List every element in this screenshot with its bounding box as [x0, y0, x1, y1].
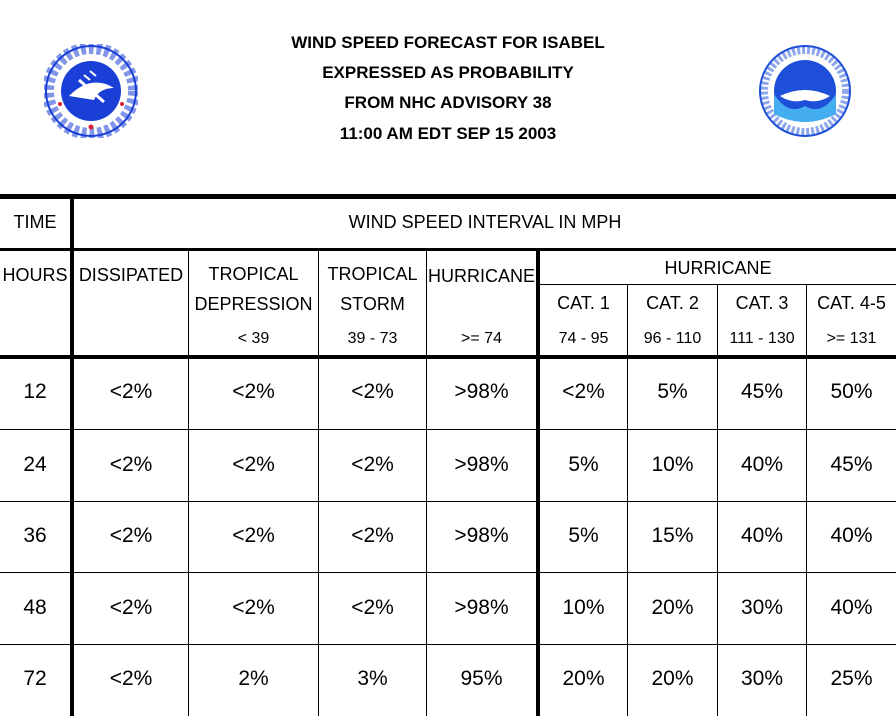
hurricane-group-border	[536, 250, 540, 716]
probability-cell: 20%	[562, 667, 605, 690]
cat2-header: CAT. 2	[646, 293, 699, 313]
probability-cell: <2%	[351, 524, 394, 547]
probability-cell: <2%	[232, 596, 275, 619]
cat3-header: CAT. 3	[735, 293, 789, 313]
probability-cell: 95%	[460, 667, 503, 690]
ts-header-line2: STORM	[340, 294, 405, 314]
probability-cell: >98%	[454, 596, 509, 619]
title-line-1: WIND SPEED FORECAST FOR ISABEL	[291, 33, 605, 52]
cat1-header: CAT. 1	[557, 293, 610, 313]
probability-cell: 3%	[357, 667, 388, 690]
hours-cell: 72	[23, 667, 47, 690]
table-top-border	[0, 194, 896, 199]
probability-cell: 10%	[651, 453, 694, 476]
title-line-4: 11:00 AM EDT SEP 15 2003	[339, 124, 557, 143]
ts-range: 39 - 73	[347, 330, 398, 347]
cat3-range: 111 - 130	[729, 330, 795, 347]
row-divider	[0, 429, 896, 430]
time-header: TIME	[13, 212, 57, 232]
probability-cell: 5%	[568, 524, 599, 547]
hurricane-header: HURRICANE	[427, 266, 535, 286]
probability-cell: <2%	[109, 380, 153, 403]
probability-cell: 40%	[830, 524, 873, 547]
probability-cell: <2%	[351, 453, 394, 476]
td-range: < 39	[237, 330, 270, 347]
row-divider	[0, 501, 896, 502]
hours-cell: 12	[23, 380, 47, 403]
probability-cell: <2%	[232, 453, 275, 476]
probability-cell: 10%	[562, 596, 605, 619]
column-divider	[426, 250, 427, 716]
ts-header-line1: TROPICAL	[327, 264, 418, 284]
probability-cell: 40%	[830, 596, 873, 619]
probability-cell: <2%	[351, 596, 394, 619]
probability-cell: <2%	[109, 596, 153, 619]
probability-cell: 25%	[830, 667, 873, 690]
probability-cell: >98%	[454, 524, 509, 547]
probability-cell: 5%	[568, 453, 599, 476]
title-line-2: EXPRESSED AS PROBABILITY	[322, 63, 574, 82]
probability-cell: <2%	[562, 380, 605, 403]
row-divider	[0, 644, 896, 645]
probability-cell: 15%	[651, 524, 694, 547]
report-header	[0, 0, 896, 190]
column-divider	[318, 250, 319, 716]
cat45-header: CAT. 4-5	[817, 293, 886, 313]
probability-cell: 40%	[740, 524, 784, 547]
probability-cell: <2%	[109, 667, 153, 690]
column-divider	[806, 284, 807, 716]
table-header-divider	[0, 248, 896, 251]
table-body-top-border	[0, 355, 896, 359]
probability-cell: 45%	[830, 453, 873, 476]
row-divider	[0, 572, 896, 573]
probability-cell: <2%	[232, 380, 275, 403]
probability-cell: 5%	[657, 380, 688, 403]
hours-cell: 48	[23, 596, 47, 619]
probability-cell: >98%	[454, 453, 509, 476]
probability-cell: 40%	[740, 453, 784, 476]
probability-cell: 2%	[238, 667, 269, 690]
probability-cell: 20%	[651, 596, 694, 619]
cat45-range: >= 131	[826, 330, 877, 347]
probability-cell: 30%	[740, 596, 784, 619]
hours-cell: 36	[23, 524, 47, 547]
hurricane-range: >= 74	[461, 330, 502, 347]
td-header-line1: TROPICAL	[208, 264, 299, 284]
probability-cell: 30%	[740, 667, 784, 690]
column-divider	[188, 250, 189, 716]
dissipated-header: DISSIPATED	[78, 265, 184, 285]
hours-header: HOURS	[2, 265, 68, 285]
hurricane-group-divider	[538, 284, 896, 285]
cat2-range: 96 - 110	[643, 330, 702, 347]
probability-cell: <2%	[109, 453, 153, 476]
cat1-range: 74 - 95	[558, 330, 609, 347]
td-header-line2: DEPRESSION	[194, 294, 313, 314]
hours-cell: 24	[23, 453, 47, 476]
hurricane-group-header: HURRICANE	[664, 258, 772, 278]
probability-cell: <2%	[109, 524, 153, 547]
noaa-logo	[758, 44, 852, 138]
probability-cell: 50%	[830, 380, 873, 403]
interval-header: WIND SPEED INTERVAL IN MPH	[348, 212, 622, 232]
title-line-3: FROM NHC ADVISORY 38	[344, 93, 552, 112]
probability-cell: <2%	[351, 380, 394, 403]
column-divider	[717, 284, 718, 716]
probability-cell: >98%	[454, 380, 509, 403]
probability-cell: 20%	[651, 667, 694, 690]
probability-cell: <2%	[232, 524, 275, 547]
column-divider	[627, 284, 628, 716]
probability-cell: 45%	[740, 380, 784, 403]
